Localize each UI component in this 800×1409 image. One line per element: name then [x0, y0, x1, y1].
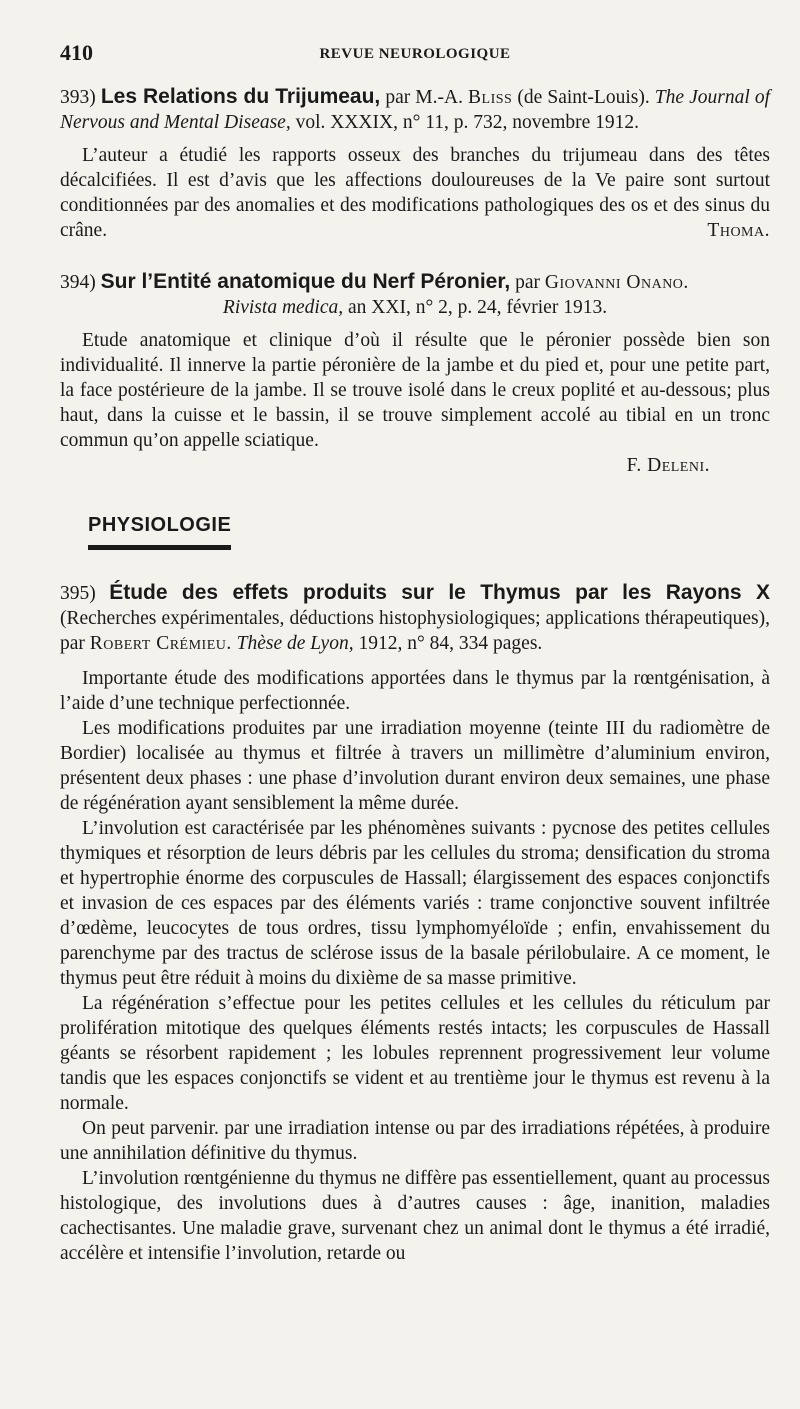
entry-395-paragraph-1: Importante étude des modifications apportées dans le thymus par la rœntgénisation, à l’aide d’une technique perfectionnée.	[60, 668, 770, 714]
entry-reference: an XXI, n° 2, p. 24, février 1913.	[343, 297, 608, 318]
entry-393-signature: Thoma.	[707, 220, 770, 241]
entry-number: 394)	[60, 272, 96, 293]
entry-395	[60, 580, 770, 1266]
entry-title: Les Relations du Trijumeau,	[100, 85, 381, 108]
entry-author: Giovanni Onano.	[544, 272, 689, 293]
entry-394-body: Etude anatomique et clinique d’où il résulte que le péronier possède bien son individualité. Il innerve la partie péronière de la jambe et du pied et, pour une petite part, la face postérieure de la jambe. Il se trouve isolé dans le creux poplité et au-dessous; plus haut, dans la cuisse et le bassin, il se trouve simplement accolé au tibial en un tronc commun qu’on appelle sciatique.	[60, 330, 770, 451]
page-number: 410	[60, 40, 93, 65]
entry-394	[60, 269, 770, 478]
journal-name: REVUE NEUROLOGIQUE	[319, 46, 511, 62]
section-title: PHYSIOLOGIE	[88, 514, 231, 550]
page	[60, 32, 770, 1266]
entry-author: Bliss	[468, 87, 513, 108]
entry-393-heading	[60, 84, 770, 135]
entry-393-body: L’auteur a étudié les rapports osseux des branches du trijumeau dans des têtes décalcifiées. Il est d’avis que les affections douloureuses de la Ve paire sont surtout conditionnées par des anomalies et des modifications pathologiques des os et des sinus du crâne.	[60, 145, 770, 241]
entry-395-heading	[60, 580, 770, 656]
entry-description: (Recherches expérimentales, déductions histophysiologiques; applications thérapeutiques), par	[60, 608, 770, 654]
entry-number: 395)	[60, 583, 96, 604]
entry-394-heading	[60, 269, 770, 295]
entry-thesis: Thèse de Lyon,	[231, 633, 354, 654]
entry-395-paragraph-3: L’involution est caractérisée par les phénomènes suivants : pycnose des petites cellules thymiques et résorption de leurs débris par les cellules du stroma; densification du stroma et hypertrophie énorme des corpuscules de Hassall; élargissement des espaces conjonctifs et invasion de ces espaces par des éléments variés : trame conjonctive souvent infiltrée d’œdème, leucocytes de tous ordres, tissu lymphomyéloïde ; enfin, envahissement du parenchyme par des tractus de sclérose issus de la basale périlobulaire. A ce moment, le thymus peut être réduit à moins du dixième de sa masse primitive.	[60, 818, 770, 989]
entry-394-signature: F. Deleni.	[626, 455, 710, 476]
entry-393	[60, 84, 770, 243]
entry-394-source	[60, 295, 770, 320]
entry-reference: 1912, n° 84, 334 pages.	[353, 633, 543, 654]
entry-number: 393)	[60, 87, 96, 108]
entry-by: par	[510, 272, 545, 293]
entry-by: par M.-A.	[380, 87, 469, 108]
entry-title: Sur l’Entité anatomique du Nerf Péronier,	[100, 270, 511, 293]
entry-title: Étude des effets produits sur le Thymus par les Rayons X	[109, 581, 771, 604]
entry-journal: Rivista medica,	[222, 297, 344, 318]
entry-395-paragraph-6: L’involution rœntgénienne du thymus ne diffère pas essentiellement, quant au processus histologique, des involutions dues à d’autres causes : âge, inanition, maladies cachectisantes. Une maladie grave, survenant chez un animal dont le thymus a été irradié, accélère et intensifie l’involution, retarde ou	[60, 1168, 770, 1264]
running-head	[60, 32, 770, 74]
entry-author: Robert Crémieu.	[89, 633, 232, 654]
entry-395-paragraph-5: On peut parvenir. par une irradiation intense ou par des irradiations répétées, à produire une annihilation définitive du thymus.	[60, 1118, 770, 1164]
entry-journal: The Journal of Nervous and Mental Disease,	[60, 87, 770, 133]
entry-395-paragraph-4: La régénération s’effectue pour les petites cellules et les cellules du réticulum par prolifération mitotique des quelques éléments restés intacts; les corpuscules de Hassall géants se résorbent rapidement ; les lobules reprennent progressivement leur volume tandis que les espaces conjonctifs se vident et au trentième jour le thymus est revenu à la normale.	[60, 993, 770, 1114]
entry-reference: vol. XXXIX, n° 11, p. 732, novembre 1912.	[290, 112, 640, 133]
entry-395-paragraph-2: Les modifications produites par une irradiation moyenne (teinte III du radiomètre de Bordier) localisée au thymus et filtrée à travers un millimètre d’aluminium environ, présentent deux phases : une phase d’involution durant environ deux semaines, une phase de régénération ayant sensiblement la même durée.	[60, 718, 770, 814]
entry-affiliation: (de Saint-Louis).	[512, 87, 655, 108]
